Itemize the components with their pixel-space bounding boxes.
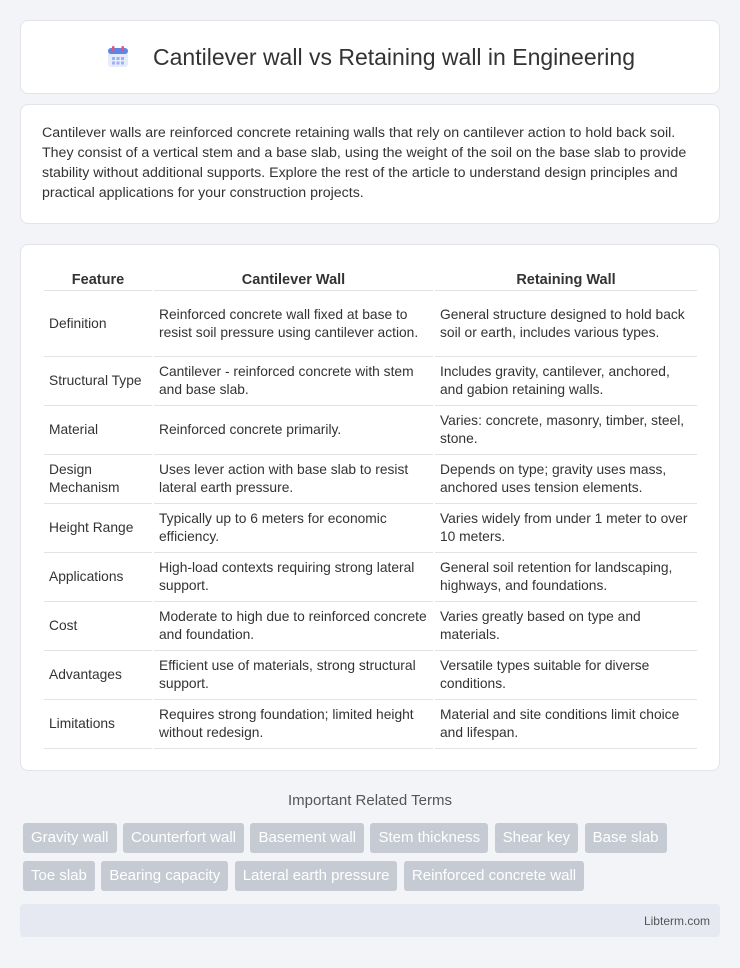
intro-card <box>20 104 720 224</box>
retaining-cell: Varies: concrete, masonry, timber, steel, stone. <box>435 406 697 455</box>
title-card <box>20 20 720 94</box>
comparison-table <box>42 265 699 749</box>
cantilever-cell: Reinforced concrete wall fixed at base to resist soil pressure using cantilever action. <box>154 291 433 357</box>
tag-stem-thickness[interactable]: Stem thickness <box>370 823 488 853</box>
retaining-cell: Includes gravity, cantilever, anchored, and gabion retaining walls. <box>435 357 697 406</box>
related-terms-heading: Important Related Terms <box>288 792 452 809</box>
tag-shear-key[interactable]: Shear key <box>495 823 579 853</box>
retaining-cell: Depends on type; gravity uses mass, anchored uses tension elements. <box>435 455 697 504</box>
tag-lateral-earth-pressure[interactable]: Lateral earth pressure <box>235 861 398 891</box>
feature-cell: Design Mechanism <box>44 455 152 504</box>
tag-counterfort-wall[interactable]: Counterfort wall <box>123 823 244 853</box>
table-row <box>44 406 697 455</box>
retaining-cell: Versatile types suitable for diverse conditions. <box>435 651 697 700</box>
retaining-cell: Varies greatly based on type and materials. <box>435 602 697 651</box>
table-row <box>44 357 697 406</box>
comparison-table-card <box>20 244 720 771</box>
cantilever-cell: Moderate to high due to reinforced concrete and foundation. <box>154 602 433 651</box>
tag-reinforced-concrete-wall[interactable]: Reinforced concrete wall <box>404 861 584 891</box>
cantilever-cell: Efficient use of materials, strong structural support. <box>154 651 433 700</box>
cantilever-cell: Reinforced concrete primarily. <box>154 406 433 455</box>
header-cantilever-wall: Cantilever Wall <box>154 265 433 291</box>
table-row <box>44 700 697 749</box>
feature-cell: Cost <box>44 602 152 651</box>
feature-cell: Definition <box>44 291 152 357</box>
table-row <box>44 602 697 651</box>
cantilever-cell: Typically up to 6 meters for economic efficiency. <box>154 504 433 553</box>
table-row <box>44 504 697 553</box>
retaining-cell: General soil retention for landscaping, highways, and foundations. <box>435 553 697 602</box>
retaining-cell: General structure designed to hold back soil or earth, includes various types. <box>435 291 697 357</box>
cantilever-cell: Uses lever action with base slab to resist lateral earth pressure. <box>154 455 433 504</box>
intro-paragraph: Cantilever walls are reinforced concrete retaining walls that rely on cantilever action to hold back soil. They consist of a vertical stem and a base slab, using the weight of the soil on the base slab to provide stability without additional supports. Explore the rest of the article to understand design principles and practical applications for your construction projects. <box>42 125 687 201</box>
feature-cell: Limitations <box>44 700 152 749</box>
retaining-cell: Varies widely from under 1 meter to over 10 meters. <box>435 504 697 553</box>
page-title: Cantilever wall vs Retaining wall in Engineering <box>153 43 635 70</box>
table-row <box>44 455 697 504</box>
calendar-icon <box>105 44 131 70</box>
retaining-cell: Material and site conditions limit choice and lifespan. <box>435 700 697 749</box>
feature-cell: Advantages <box>44 651 152 700</box>
table-row <box>44 291 697 357</box>
tag-basement-wall[interactable]: Basement wall <box>250 823 364 853</box>
tag-gravity-wall[interactable]: Gravity wall <box>23 823 117 853</box>
header-feature: Feature <box>44 265 152 291</box>
table-row <box>44 651 697 700</box>
cantilever-cell: Cantilever - reinforced concrete with stem and base slab. <box>154 357 433 406</box>
related-terms-tags <box>23 823 723 899</box>
cantilever-cell: High-load contexts requiring strong lateral support. <box>154 553 433 602</box>
table-header-row <box>44 265 697 291</box>
feature-cell: Material <box>44 406 152 455</box>
feature-cell: Height Range <box>44 504 152 553</box>
cantilever-cell: Requires strong foundation; limited height without redesign. <box>154 700 433 749</box>
table-row <box>44 553 697 602</box>
tag-toe-slab[interactable]: Toe slab <box>23 861 95 891</box>
tag-base-slab[interactable]: Base slab <box>585 823 667 853</box>
footer-site-link[interactable]: Libterm.com <box>643 914 710 928</box>
feature-cell: Structural Type <box>44 357 152 406</box>
header-retaining-wall: Retaining Wall <box>435 265 697 291</box>
feature-cell: Applications <box>44 553 152 602</box>
tag-bearing-capacity[interactable]: Bearing capacity <box>101 861 228 891</box>
footer <box>20 904 720 937</box>
